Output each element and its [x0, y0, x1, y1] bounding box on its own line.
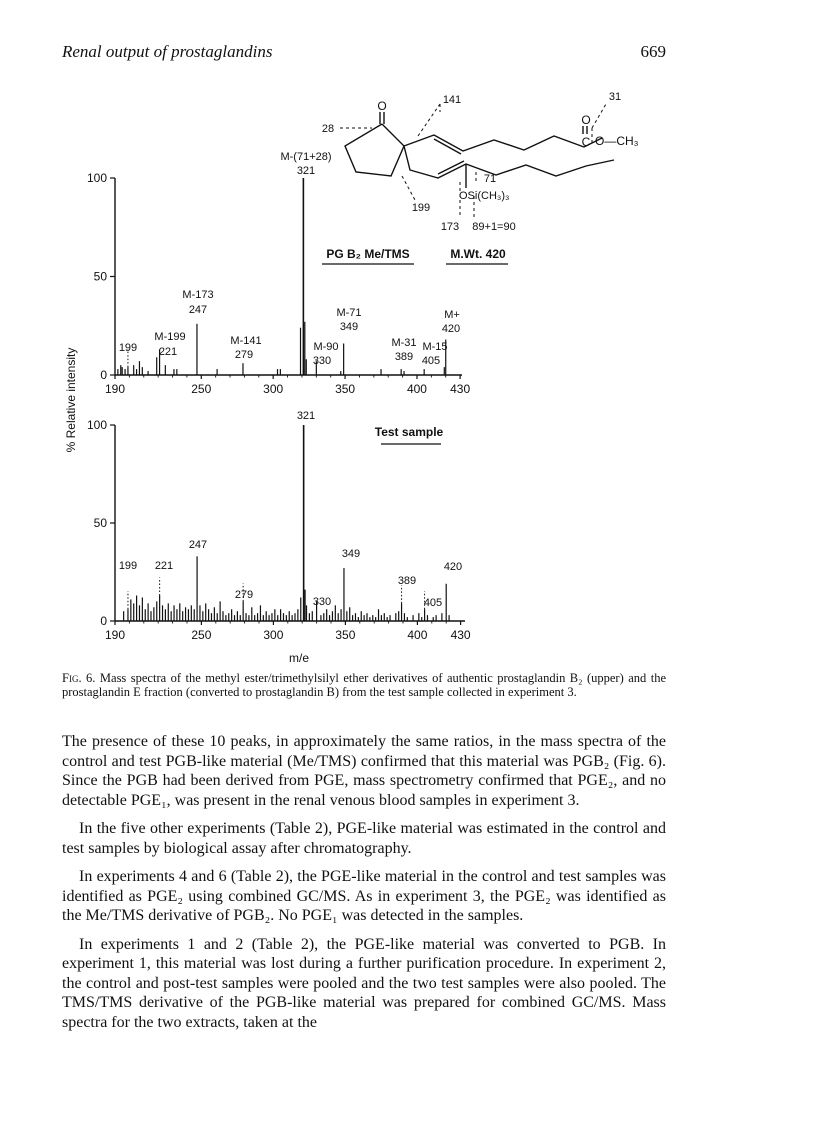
- upper-x-tick-label-250: 250: [191, 382, 212, 396]
- struct-molweight: M.Wt. 420: [450, 247, 506, 261]
- struct-och3: O—CH₃: [595, 134, 639, 148]
- struct-frag-90: 89+1=90: [472, 221, 516, 233]
- upper-x-tick-label-400: 400: [406, 382, 427, 396]
- lower-spectrum: [87, 410, 471, 642]
- lower-label-199: 199: [118, 560, 138, 572]
- lower-x-tick-label-350: 350: [335, 628, 356, 642]
- frag-31: [592, 104, 606, 128]
- upper-label-405: 405: [421, 355, 441, 367]
- upper-label-m71-28: M-(71+28): [280, 151, 332, 163]
- struct-frag-31: 31: [608, 91, 622, 103]
- y-axis-label: % Relative intensity: [64, 347, 78, 453]
- upper-label-349: 349: [339, 321, 359, 333]
- upper-label-221: 221: [158, 346, 178, 358]
- struct-frag-141: 141: [442, 94, 462, 106]
- lower-label-279: 279: [234, 589, 254, 601]
- frag-141: [418, 104, 440, 136]
- upper-label-m173: M-173: [182, 289, 214, 301]
- upper-chain-double: [434, 139, 461, 154]
- figure-caption: [62, 671, 666, 699]
- upper-y-tick-label-100: 100: [86, 171, 107, 185]
- upper-label-mplus: M+: [444, 309, 460, 321]
- upper-label-330: 330: [312, 355, 332, 367]
- upper-label-m15: M-15: [422, 341, 448, 353]
- caption-label: Fig. 6.: [62, 671, 96, 685]
- lower-tick-labels: [87, 418, 471, 642]
- paragraph-2: In the five other experiments (Table 2), PGE-like material was estimated in the control and test samples by biological assay after chromatography.: [62, 820, 666, 857]
- struct-frag-199: 199: [411, 202, 431, 214]
- lower-peak-annotations: [119, 410, 462, 609]
- lower-y-tick-label-100: 100: [86, 418, 107, 432]
- lower-x-tick-label-430: 430: [450, 628, 471, 642]
- struct-c-ester: C: [581, 135, 591, 149]
- lower-label-221: 221: [154, 560, 174, 572]
- lower-label-389: 389: [397, 575, 417, 587]
- upper-label-321: 321: [296, 165, 316, 177]
- test-sample-label: Test sample: [374, 425, 444, 439]
- lower-ticks: [110, 425, 461, 625]
- structure-labels: [322, 91, 639, 264]
- upper-chain: [404, 135, 602, 151]
- paragraph-4: In experiments 1 and 2 (Table 2), the PGE-like material was converted to PGB. In experiment 1, this material was lost during a further purification procedure. In experiment 2, the control and post-test samples were pooled and the two test samples were also pooled. The TMS/TMS derivative of the PGB-like material was prepared for combined GC/MS. Mass spectra for the two extracts, taken at the: [62, 935, 666, 1031]
- lower-x-tick-label-400: 400: [407, 628, 428, 642]
- ring-bonds: [345, 124, 404, 176]
- running-title: Renal output of prostaglandins: [62, 42, 273, 61]
- upper-label-420: 420: [441, 323, 461, 335]
- page-number: 669: [640, 42, 666, 61]
- upper-label-279: 279: [234, 349, 254, 361]
- lower-y-tick-label-0: 0: [100, 614, 107, 628]
- upper-label-m90: M-90: [313, 341, 339, 353]
- upper-x-tick-label-300: 300: [263, 382, 284, 396]
- lower-x-tick-label-190: 190: [104, 628, 126, 642]
- struct-osi: OSi(CH₃)₃: [459, 190, 510, 202]
- upper-x-tick-label-350: 350: [335, 382, 356, 396]
- body-text: [62, 732, 666, 1041]
- caption-text: Mass spectra of the methyl ester/trimethylsilyl ether derivatives of authentic prostaglandin B₂ (upper) and the prostaglandin E fraction (converted to prostaglandin B) from the test sample collected in experiment 3.: [62, 671, 666, 699]
- lower-label-349: 349: [341, 548, 361, 560]
- lower-label-247: 247: [188, 539, 208, 551]
- upper-spectrum: [87, 151, 470, 396]
- struct-frag-28: 28: [321, 123, 335, 135]
- upper-label-m71: M-71: [336, 307, 362, 319]
- lower-chain: [404, 146, 614, 178]
- lower-label-405: 405: [423, 597, 443, 609]
- paragraph-3: In experiments 4 and 6 (Table 2), the PGE-like material in the control and test samples was identified as PGE₂ using combined GC/MS. As in experiment 3, the PGE₂ was identified as the Me/TMS derivative of PGB₂. No PGE₁ was detected in the samples.: [62, 868, 666, 924]
- lower-label-420: 420: [443, 561, 463, 573]
- upper-x-tick-label-190: 190: [104, 382, 126, 396]
- upper-label-247: 247: [188, 304, 208, 316]
- struct-o-ester: O: [581, 113, 591, 127]
- upper-label-199: 199: [118, 342, 138, 354]
- struct-o-ketone: O: [377, 99, 387, 113]
- lower-x-tick-label-300: 300: [263, 628, 284, 642]
- struct-title: PG B₂ Me/TMS: [326, 247, 410, 261]
- struct-frag-71: 71: [483, 173, 497, 185]
- frag-199: [402, 176, 415, 200]
- upper-label-m31: M-31: [391, 337, 417, 349]
- upper-y-tick-label-50: 50: [93, 269, 107, 284]
- upper-label-389: 389: [394, 351, 414, 363]
- lower-label-330: 330: [312, 596, 332, 608]
- paragraph-1: The presence of these 10 peaks, in approximately the same ratios, in the mass spectra of the control and test PGB-like material (Me/TMS) confirmed that this material was PGB₂ (Fig. 6). Since the PGB had been derived from PGE, mass spectrometry confirmed that PGE₂, and no detectable PGE₁, was present in the renal venous blood samples in experiment 3.: [62, 733, 666, 809]
- struct-frag-173: 173: [440, 221, 460, 233]
- upper-label-m141: M-141: [230, 335, 262, 347]
- lower-label-321: 321: [296, 410, 316, 422]
- upper-label-m199: M-199: [154, 331, 186, 343]
- upper-y-tick-label-0: 0: [100, 368, 107, 382]
- x-axis-label: m/e: [288, 651, 310, 665]
- lower-peaks: [124, 425, 449, 621]
- lower-y-tick-label-50: 50: [93, 516, 107, 530]
- upper-x-tick-label-430: 430: [450, 382, 471, 396]
- lower-x-tick-label-250: 250: [191, 628, 212, 642]
